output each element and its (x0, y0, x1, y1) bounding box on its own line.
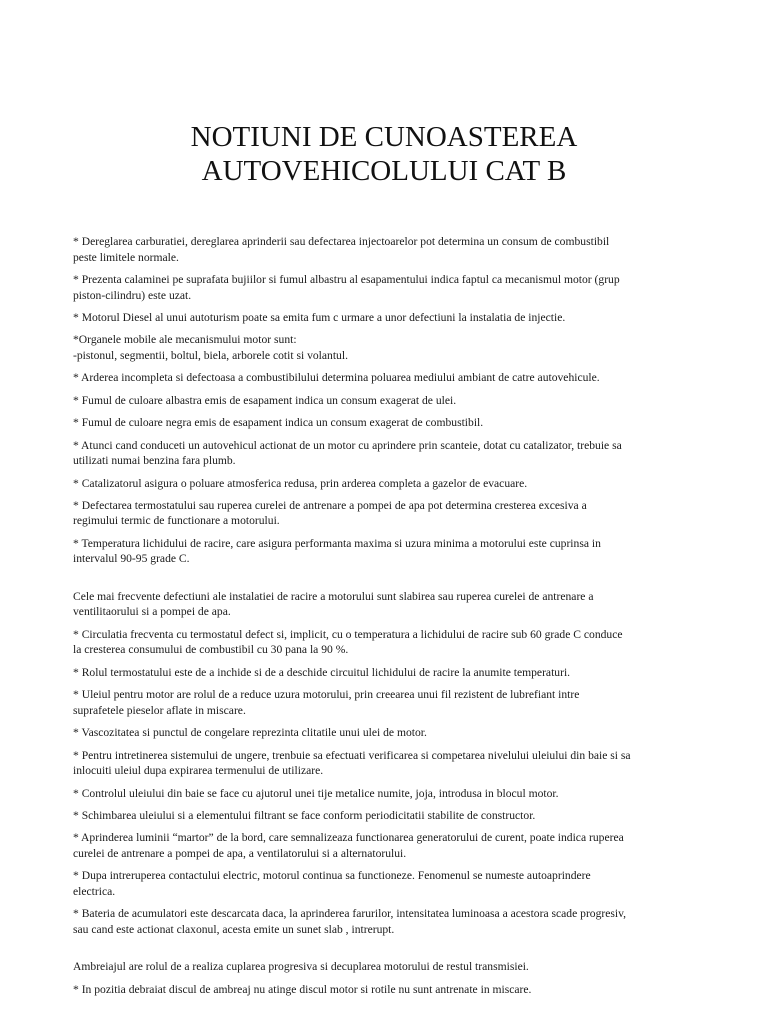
paragraph-line: la cresterea consumului de combustibil cu 30 pana la 90 %. (73, 643, 349, 657)
paragraph-line: * Dereglarea carburatiei, dereglarea aprinderii sau defectarea injectoarelor pot determina un consum de combustibil (73, 235, 610, 248)
paragraph-line: piston-cilindru) este uzat. (73, 288, 192, 302)
body-paragraph (73, 393, 705, 409)
paragraph-line: * In pozitia debraiat discul de ambreaj nu atinge discul motor si rotile nu sunt antrenate in miscare. (73, 982, 532, 996)
paragraph-line: -pistonul, segmentii, boltul, biela, arborele cotit si volantul. (73, 348, 348, 362)
paragraph-line: * Controlul uleiului din baie se face cu ajutorul unei tije metalice numite, joja, introdusa in blocul motor. (73, 786, 559, 800)
section-spacer (73, 574, 705, 589)
body-paragraph (73, 808, 705, 824)
body-paragraph (73, 959, 705, 975)
paragraph-line: ventilitaorului si a pompei de apa. (73, 605, 231, 619)
paragraph-line: sau cand este actionat claxonul, acesta emite un sunet slab , intrerupt. (73, 922, 395, 936)
paragraph-line: peste limitele normale. (73, 250, 179, 264)
body-paragraph (73, 627, 705, 658)
paragraph-line: * Dupa intreruperea contactului electric, motorul continua sa functioneze. Fenomenul se numeste autoaprindere (73, 869, 591, 883)
body-paragraph (73, 868, 705, 899)
paragraph-line: intervalul 90-95 grade C. (73, 552, 190, 566)
page-title (0, 120, 768, 188)
body-paragraph (73, 536, 705, 567)
body-paragraph (73, 415, 705, 431)
paragraph-line: Ambreiajul are rolul de a realiza cuplarea progresiva si decuplarea motorului de restul transmisiei. (73, 960, 529, 974)
body-paragraph (73, 370, 705, 386)
paragraph-line: suprafetele pieselor aflate in miscare. (73, 703, 246, 717)
body-paragraph (73, 687, 705, 718)
paragraph-line: * Arderea incompleta si defectoasa a combustibilului determina poluarea mediului ambiant de catre autovehicule. (73, 371, 600, 385)
paragraph-line: Cele mai frecvente defectiuni ale instalatiei de racire a motorului sunt slabirea sau ruperea curelei de antrenare a (73, 589, 594, 603)
title-line: AUTOVEHICOLULUI CAT B (201, 155, 567, 187)
body-paragraph (73, 665, 705, 681)
paragraph-line: * Temperatura lichidului de racire, care asigura performanta maxima si uzura minima a motorului este cuprinsa in (73, 536, 601, 550)
body-paragraph (73, 272, 705, 303)
paragraph-line: * Fumul de culoare albastra emis de esapament indica un consum exagerat de ulei. (73, 393, 457, 407)
paragraph-line: * Fumul de culoare negra emis de esapament indica un consum exagerat de combustibil. (73, 416, 484, 430)
body-paragraph (73, 786, 705, 802)
paragraph-line: curelei de antrenare a pompei de apa, a ventilatorului si a alternatorului. (73, 846, 407, 860)
paragraph-line: * Vascozitatea si punctul de congelare reprezinta clitatile unui ulei de motor. (73, 726, 427, 740)
paragraph-line: * Defectarea termostatului sau ruperea curelei de antrenare a pompei de apa pot determina cresterea excesiva a (73, 498, 587, 512)
paragraph-line: electrica. (73, 884, 116, 898)
body-paragraph (73, 725, 705, 741)
paragraph-line: * Circulatia frecventa cu termostatul defect si, implicit, cu o temperatura a lichidului de racire sub 60 grade C conduce (73, 627, 623, 641)
body-paragraph (73, 748, 705, 779)
paragraph-line: * Prezenta calaminei pe suprafata bujiilor si fumul albastru al esapamentului indica faptul ca mecanismul motor (grup (73, 272, 620, 286)
body-paragraph (73, 476, 705, 492)
paragraph-line: * Atunci cand conduceti un autovehicul actionat de un motor cu aprindere prin scanteie, dotat cu catalizator, trebuie sa (73, 438, 622, 452)
body-paragraph (73, 234, 705, 265)
paragraph-line: regimului termic de functionare a motorului. (73, 514, 280, 528)
body-paragraph (73, 830, 705, 861)
body-paragraph (73, 332, 705, 363)
body-paragraph (73, 310, 705, 326)
paragraph-line: utilizati numai benzina fara plumb. (73, 454, 236, 468)
paragraph-line: * Pentru intretinerea sistemului de ungere, trenbuie sa efectuati verificarea si competarea nivelului uleiului din baie si sa (73, 748, 631, 762)
paragraph-line: * Bateria de acumulatori este descarcata daca, la aprinderea farurilor, intensitatea luminoasa a acestora scade progresiv, (73, 907, 627, 921)
paragraph-line: * Aprinderea luminii “martor” de la bord, care semnalizeaza functionarea generatorului de curent, poate indica ruperea (73, 831, 624, 845)
paragraph-line: * Rolul termostatului este de a inchide si de a deschide circuitul lichidului de racire la anumite temperaturi. (73, 665, 571, 679)
paragraph-line: * Uleiul pentru motor are rolul de a reduce uzura motorului, prin creearea unui fil rezistent de lubrefiant intre (73, 688, 580, 702)
paragraph-line: * Motorul Diesel al unui autoturism poate sa emita fum c urmare a unor defectiuni la instalatia de injectie. (73, 310, 566, 324)
paragraph-line: *Organele mobile ale mecanismului motor sunt: (73, 333, 297, 347)
body-paragraph (73, 982, 705, 998)
paragraph-line: inlocuiti uleiul dupa expirarea termenului de utilizare. (73, 764, 324, 778)
paragraph-line: * Schimbarea uleiului si a elementului filtrant se face conform periodicitatii stabilite de constructor. (73, 808, 536, 822)
body-paragraph (73, 438, 705, 469)
section-spacer (73, 944, 705, 959)
body-paragraph (73, 906, 705, 937)
paragraph-line: * Catalizatorul asigura o poluare atmosferica redusa, prin arderea completa a gazelor de evacuare. (73, 476, 528, 490)
body-paragraph (73, 498, 705, 529)
document-body (73, 234, 705, 1004)
title-line: NOTIUNI DE CUNOASTEREA (190, 121, 578, 153)
body-paragraph (73, 589, 705, 620)
